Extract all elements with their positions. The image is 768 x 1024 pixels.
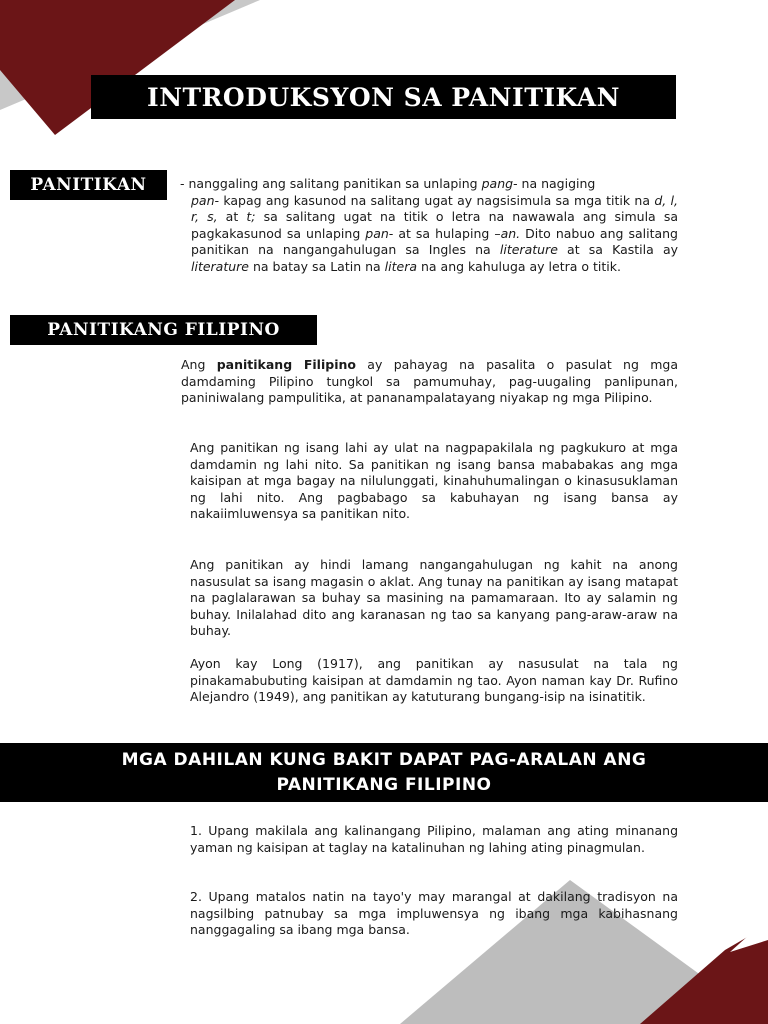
body-paragraph-2: Ang panitikan ay hindi lamang nangangahulugan ng kahit na anong nasusulat sa isang magasin o aklat. Ang tunay na panitikan ay isang matapat na paglalarawan sa buhay sa masining na pamamaraan. Ito ay salamin ng buhay. Inilalahad dito ang karanasan ng tao sa kanyang pang-araw-araw na buhay.	[190, 557, 678, 639]
reason-item-2: 2. Upang matalos natin na tayo'y may marangal at dakilang tradisyon na nagsilbing patnubay sa mga impluwensya ng ibang mga kabihasnang nanggagaling sa ibang mga bansa.	[190, 889, 678, 938]
panitikan-tag: PANITIKAN	[10, 170, 167, 200]
panitikang-filipino-intro: Ang panitikang Filipino ay pahayag na pasalita o pasulat ng mga damdaming Pilipino tungkol sa pamumuhay, pag-uugaling panlipunan, paniniwalang pampulitika, at pananampalatayang niyakap ng mga Pilipino.	[181, 357, 678, 406]
reasons-heading-line-2: PANITIKANG FILIPINO	[276, 774, 492, 795]
reasons-heading	[0, 743, 768, 802]
reasons-heading-line-1: MGA DAHILAN KUNG BAKIT DAPAT PAG-ARALAN ANG	[121, 749, 647, 770]
top-left-decoration	[0, 0, 300, 140]
page-title: INTRODUKSYON SA PANITIKAN	[91, 75, 676, 119]
panitikan-definition: - nanggaling ang salitang panitikan sa unlaping pang- na nagiging pan- kapag ang kasunod na salitang ugat ay nagsisimula sa mga titik na d, l, r, s, at t; sa salitang ugat na titik o letra na nawawala ang simula sa pagkakasunod sa unlaping pan- at sa hulaping –an. Dito nabuo ang salitang panitikan na nangangahulugan sa Ingles na literature at sa Kastila ay literature na batay sa Latin na litera na ang kahuluga ay letra o titik.	[180, 176, 679, 274]
reason-item-1: 1. Upang makilala ang kalinangang Pilipino, malaman ang ating minanang yaman ng kaisipan at taglay na katalinuhan ng lahing ating pinagmulan.	[190, 823, 678, 855]
body-paragraph-3: Ayon kay Long (1917), ang panitikan ay nasusulat na tala ng pinakamabubuting kaisipan at damdamin ng tao. Ayon naman kay Dr. Rufino Alejandro (1949), ang panitikan ay katuturang bungang-isip na isinatitik.	[190, 656, 678, 705]
panitikang-filipino-tag: PANITIKANG FILIPINO	[10, 315, 317, 345]
body-paragraph-1: Ang panitikan ng isang lahi ay ulat na nagpapakilala ng pagkukuro at mga damdamin ng lahi nito. Sa panitikan ng isang bansa mababakas ang mga kaisipan at mga bagay na nilulunggati, kinahuhumalingan o kinasusuklaman ng lahi nito. Ang pagbabago sa kabuhayan ng isang bansa ay nakaiimluwensya sa panitikan nito.	[190, 440, 678, 522]
